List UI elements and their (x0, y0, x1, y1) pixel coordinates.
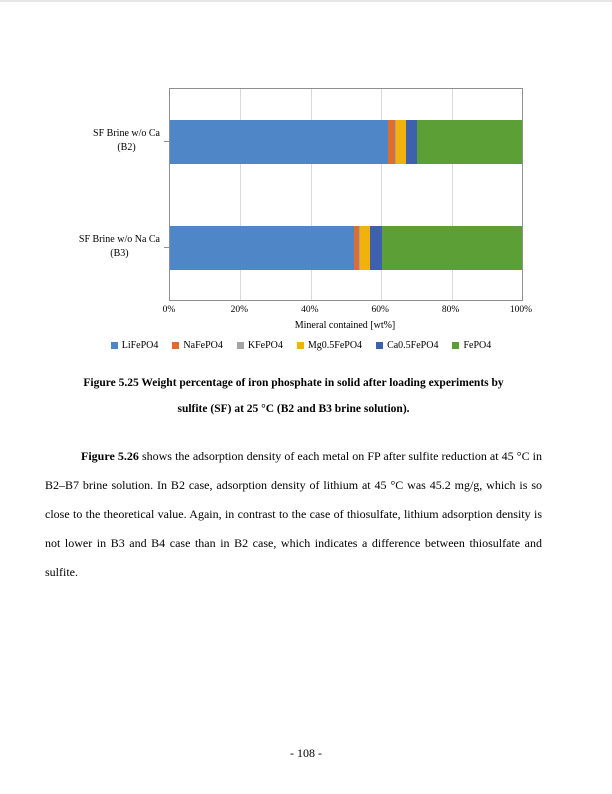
x-tick-label: 40% (301, 305, 319, 315)
legend-label: Mg0.5FePO4 (307, 340, 363, 351)
legend-label: LiFePO4 (121, 340, 159, 351)
x-tick-label: 60% (371, 305, 389, 315)
category-label-line1: SF Brine w/o Ca (93, 128, 160, 139)
category-label-line2: (B3) (110, 248, 129, 259)
legend-item-Mg0.5FePO4 (297, 340, 362, 351)
legend-item-LiFePO4 (111, 340, 159, 351)
legend-swatch-icon (172, 342, 179, 349)
stacked-bar-B3 (170, 226, 522, 270)
x-tick-label: 20% (230, 305, 249, 315)
plot-area (169, 88, 523, 301)
x-axis-ticks (162, 305, 533, 318)
bar-segment-Mg0.5FePO4-B3 (360, 226, 370, 270)
legend-swatch-icon (297, 342, 304, 349)
legend-swatch-icon (452, 342, 459, 349)
legend-label: FePO4 (463, 340, 492, 351)
figure-caption-line2: sulfite (SF) at 25 °C (B2 and B3 brine solution). (177, 403, 410, 415)
bar-segment-Ca0.5FePO4-B3 (370, 226, 382, 270)
bar-segment-FePO4-B3 (382, 226, 522, 270)
category-label-B3 (79, 233, 160, 261)
paragraph-text: shows the adsorption density of each metal on FP after sulfite reduction at 45 °C in B2–B7 brine solution. In B2 case, adsorption density of lithium at 45 °C was 45.2 mg/g, which is so close to the theoretical value. Again, in contrast to the case of thiosulfate, lithium adsorption density is not lower in B3 and B4 case than in B2 case, which indicates a difference between thiosulfate and sulfite. (45, 449, 542, 579)
legend-swatch-icon (111, 342, 118, 349)
legend-item-Ca0.5FePO4 (376, 340, 438, 351)
x-tick-label: 80% (441, 305, 460, 315)
category-label-B2 (93, 127, 160, 155)
figure-caption (45, 370, 542, 422)
x-axis-title: Mineral contained [wt%] (294, 320, 396, 331)
bar-segment-LiFePO4-B3 (170, 226, 354, 270)
bar-segment-Ca0.5FePO4-B2 (406, 120, 417, 164)
legend-label: Ca0.5FePO4 (387, 340, 439, 351)
legend-label: NaFePO4 (183, 340, 223, 351)
legend-swatch-icon (376, 342, 383, 349)
legend-swatch-icon (237, 342, 244, 349)
page-number: - 108 - (290, 746, 322, 760)
category-label-line2: (B2) (117, 142, 136, 153)
y-axis-tick-mark (164, 141, 169, 142)
legend-item-NaFePO4 (172, 340, 222, 351)
legend-label: KFePO4 (247, 340, 283, 351)
x-tick-label: 100% (509, 305, 533, 315)
bar-segment-FePO4-B2 (417, 120, 522, 164)
x-tick-label: 0% (162, 305, 176, 315)
bar-segment-Mg0.5FePO4-B2 (396, 120, 406, 164)
body-paragraph (45, 442, 542, 587)
chart-legend (80, 340, 522, 351)
legend-item-FePO4 (452, 340, 491, 351)
figure-caption-line1: Figure 5.25 Weight percentage of iron phosphate in solid after loading experiments by (83, 377, 504, 389)
bar-segment-LiFePO4-B2 (170, 120, 388, 164)
y-axis-tick-mark (164, 247, 169, 248)
stacked-bar-B2 (170, 120, 522, 164)
category-label-line1: SF Brine w/o Na Ca (78, 234, 160, 245)
figure-5-26-reference: Figure 5.26 (81, 449, 139, 463)
legend-item-KFePO4 (237, 340, 283, 351)
